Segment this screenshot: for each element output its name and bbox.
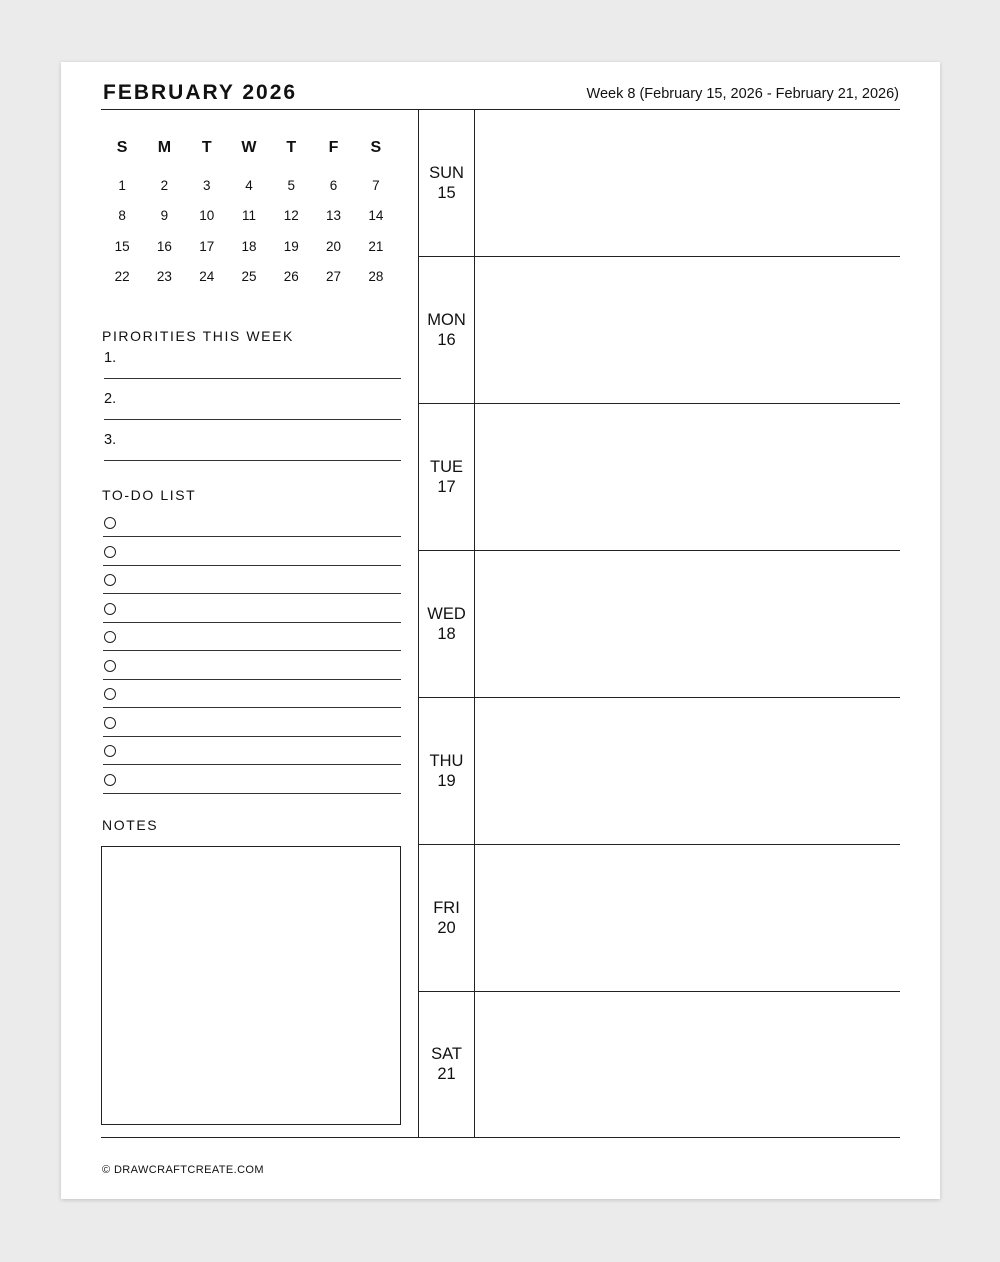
checkbox-circle-icon[interactable] (104, 603, 116, 615)
priority-line[interactable] (104, 432, 401, 461)
priorities-heading: PIRORITIES THIS WEEK (102, 328, 294, 344)
priority-line[interactable] (104, 350, 401, 379)
planner-page (61, 62, 940, 1199)
calendar-weekday: W (241, 139, 257, 156)
calendar-day: 7 (372, 177, 380, 193)
day-name: THU (429, 751, 464, 770)
day-notes-area[interactable] (475, 845, 900, 991)
day-label (419, 310, 474, 350)
calendar-day: 21 (368, 238, 384, 254)
calendar-day: 9 (160, 208, 169, 224)
day-date: 17 (437, 477, 456, 496)
day-label (419, 751, 474, 791)
checkbox-circle-icon[interactable] (104, 745, 116, 757)
day-notes-area[interactable] (475, 551, 900, 697)
mini-calendar (101, 128, 397, 292)
calendar-day: 18 (241, 238, 257, 254)
day-name: WED (427, 604, 466, 623)
calendar-week-row (101, 201, 397, 232)
day-label (419, 898, 474, 938)
calendar-weekday: T (201, 139, 212, 156)
calendar-day: 11 (241, 208, 256, 224)
calendar-day: 6 (329, 177, 338, 193)
day-date: 21 (437, 1065, 456, 1083)
day-date: 16 (437, 330, 456, 349)
calendar-day: 26 (283, 269, 299, 285)
calendar-day: 14 (368, 208, 384, 224)
day-name: SAT (431, 1045, 462, 1063)
day-notes-area[interactable] (475, 992, 900, 1137)
day-notes-area[interactable] (475, 110, 900, 256)
day-notes-area[interactable] (475, 257, 900, 403)
calendar-day: 12 (283, 208, 299, 224)
todo-item[interactable] (103, 512, 401, 537)
day-date: 18 (437, 624, 456, 643)
todo-item[interactable] (103, 769, 401, 794)
calendar-week-row (101, 170, 397, 201)
calendar-day: 3 (202, 177, 211, 193)
calendar-weekday: S (370, 139, 382, 156)
calendar-day: 19 (283, 238, 299, 254)
day-notes-area[interactable] (475, 404, 900, 550)
calendar-day: 28 (368, 269, 384, 285)
calendar-day: 15 (114, 238, 130, 254)
calendar-day: 13 (326, 208, 342, 224)
checkbox-circle-icon[interactable] (104, 688, 116, 700)
calendar-day: 27 (326, 269, 342, 285)
checkbox-circle-icon[interactable] (104, 546, 116, 558)
day-notes-area[interactable] (475, 698, 900, 844)
day-date: 20 (437, 918, 456, 937)
checkbox-circle-icon[interactable] (104, 574, 116, 586)
calendar-weekday-row (101, 128, 397, 168)
todo-item[interactable] (103, 626, 401, 651)
calendar-day: 10 (199, 208, 215, 224)
checkbox-circle-icon[interactable] (104, 660, 116, 672)
todo-item[interactable] (103, 740, 401, 765)
checkbox-circle-icon[interactable] (104, 517, 116, 529)
calendar-day: 20 (326, 238, 342, 254)
priority-line[interactable] (104, 391, 401, 420)
priority-number: 1. (104, 350, 117, 366)
calendar-day: 17 (199, 238, 215, 254)
day-date: 19 (437, 771, 456, 790)
calendar-weekday: S (116, 139, 128, 156)
day-date: 15 (437, 183, 456, 202)
page-title: FEBRUARY 2026 (103, 81, 298, 104)
day-name: MON (427, 310, 466, 329)
priority-number: 3. (104, 432, 117, 448)
calendar-week-row (101, 231, 397, 262)
todo-item[interactable] (103, 598, 401, 623)
notes-box[interactable] (101, 846, 401, 1125)
todo-heading: TO-DO LIST (102, 487, 197, 503)
copyright-footer: © DRAWCRAFTCREATE.COM (102, 1164, 264, 1176)
day-label (419, 457, 474, 497)
week-range: Week 8 (February 15, 2026 - February 21, 2026) (586, 86, 899, 102)
calendar-day: 16 (156, 238, 172, 254)
calendar-day: 4 (245, 177, 253, 193)
day-name: SUN (429, 163, 464, 182)
calendar-day: 22 (114, 269, 130, 285)
day-name: TUE (430, 457, 463, 476)
notes-heading: NOTES (102, 817, 159, 833)
calendar-day: 25 (241, 269, 257, 285)
checkbox-circle-icon[interactable] (104, 774, 116, 786)
calendar-day: 2 (160, 177, 169, 193)
todo-item[interactable] (103, 541, 401, 566)
todo-item[interactable] (103, 683, 401, 708)
calendar-week-row (101, 262, 397, 293)
todo-item[interactable] (103, 655, 401, 680)
todo-item[interactable] (103, 569, 401, 594)
calendar-weekday: F (328, 139, 339, 156)
calendar-weekday: M (157, 139, 172, 156)
day-name: FRI (433, 898, 460, 917)
footer-rule (101, 1137, 900, 1138)
calendar-day: 1 (118, 177, 126, 193)
checkbox-circle-icon[interactable] (104, 631, 116, 643)
calendar-day: 23 (156, 269, 172, 285)
todo-item[interactable] (103, 712, 401, 737)
priority-number: 2. (104, 391, 117, 407)
calendar-weekday: T (286, 139, 297, 156)
checkbox-circle-icon[interactable] (104, 717, 116, 729)
day-label (419, 604, 474, 644)
day-label (419, 163, 474, 203)
day-label (419, 1044, 474, 1084)
calendar-day: 5 (287, 177, 296, 193)
calendar-day: 24 (199, 269, 215, 285)
calendar-day: 8 (118, 208, 126, 224)
